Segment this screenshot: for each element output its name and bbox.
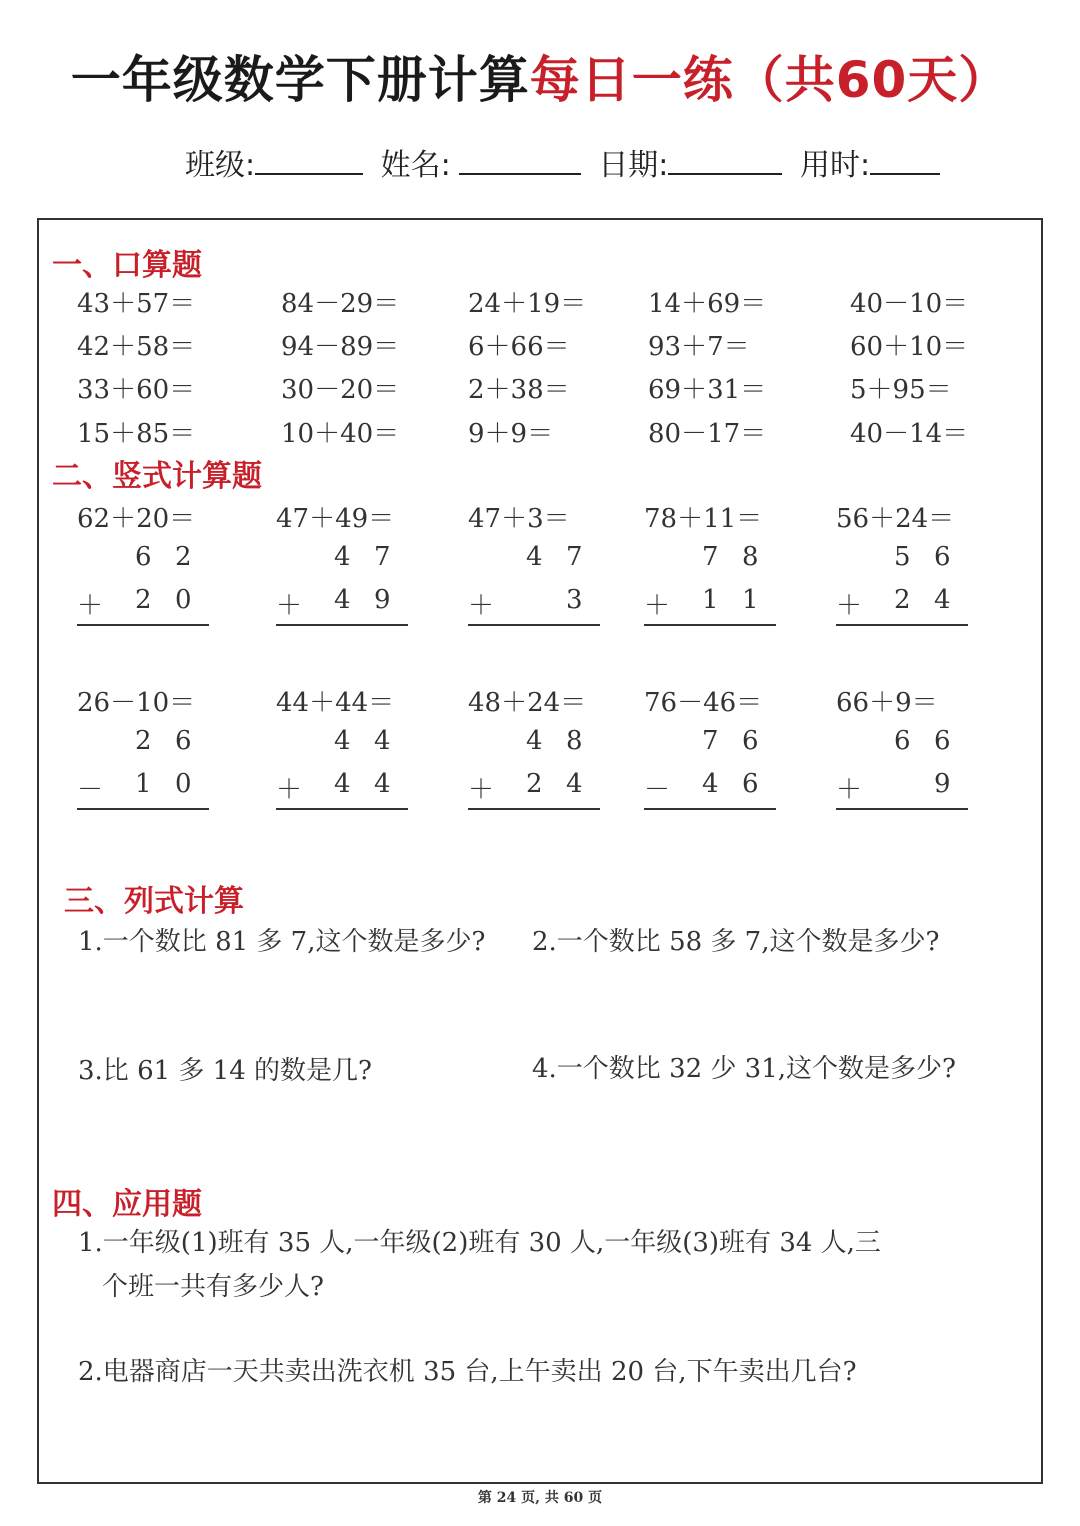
page-footer: 第 24 页, 共 60 页 (477, 1490, 603, 1506)
time-label: 用时: (799, 148, 871, 183)
answer-line[interactable] (836, 808, 968, 810)
answer-line[interactable] (276, 808, 408, 810)
title-highlight: 每日一练（共60天） (529, 51, 1010, 109)
vertical-bottom-row (276, 769, 408, 809)
top-ones-digit: 8 (742, 542, 759, 572)
vertical-equation: 47＋3＝ (468, 504, 570, 534)
vertical-problem (836, 682, 968, 805)
answer-line[interactable] (468, 808, 600, 810)
answer-line[interactable] (836, 624, 968, 626)
bottom-ones-digit: 0 (175, 769, 192, 799)
answer-line[interactable] (276, 624, 408, 626)
answer-line[interactable] (468, 624, 600, 626)
vertical-problem (77, 498, 209, 621)
operator-sign: ＋ (276, 775, 303, 805)
time-blank[interactable] (870, 147, 940, 175)
operator-sign: ＋ (468, 775, 495, 805)
vertical-equation: 78＋11＝ (644, 504, 763, 534)
top-ones-digit: 6 (175, 726, 192, 756)
vertical-bottom-row (276, 585, 408, 625)
top-tens-digit: 2 (135, 726, 152, 756)
bottom-tens-digit: 1 (702, 585, 719, 615)
time-field (800, 140, 940, 184)
oral-problem: 42＋58＝ (77, 332, 196, 362)
vertical-problem (276, 498, 408, 621)
operator-sign: ＋ (276, 591, 303, 621)
name-blank[interactable] (459, 147, 581, 175)
bottom-tens-digit: 2 (135, 585, 152, 615)
top-tens-digit: 5 (894, 542, 911, 572)
vertical-equation: 66＋9＝ (836, 688, 938, 718)
bottom-ones-digit: 3 (566, 585, 583, 615)
vertical-bottom-row (468, 585, 600, 625)
vertical-problem (468, 682, 600, 805)
formula-question-4: 4.一个数比 32 少 31,这个数是多少? (532, 1054, 956, 1084)
title-main: 一年级数学下册计算 (70, 51, 530, 109)
vertical-top-row (644, 726, 776, 766)
oral-problem: 14＋69＝ (648, 289, 767, 319)
vertical-top-row (836, 726, 968, 766)
top-ones-digit: 8 (566, 726, 583, 756)
oral-problem: 15＋85＝ (77, 419, 196, 449)
date-label: 日期: (598, 148, 669, 183)
operator-sign: － (644, 775, 671, 805)
answer-line[interactable] (644, 808, 776, 810)
class-field (185, 140, 363, 184)
vertical-equation: 48＋24＝ (468, 688, 587, 718)
operator-sign: － (77, 775, 104, 805)
top-tens-digit: 7 (702, 726, 719, 756)
vertical-top-row (836, 542, 968, 582)
top-ones-digit: 6 (934, 726, 951, 756)
vertical-top-row (276, 726, 408, 766)
top-ones-digit: 6 (934, 542, 951, 572)
date-blank[interactable] (668, 147, 782, 175)
word-problem-1-line-2: 个班一共有多少人? (102, 1272, 324, 1302)
bottom-ones-digit: 0 (175, 585, 192, 615)
top-tens-digit: 6 (135, 542, 152, 572)
section-oral-heading: 一、口算题 (52, 248, 202, 283)
oral-problem: 60＋10＝ (850, 332, 969, 362)
date-field (598, 140, 782, 184)
bottom-ones-digit: 4 (934, 585, 951, 615)
operator-sign: ＋ (644, 591, 671, 621)
vertical-equation: 47＋49＝ (276, 504, 395, 534)
vertical-problem (77, 682, 209, 805)
section-formula-heading: 三、列式计算 (64, 884, 244, 919)
oral-problem: 33＋60＝ (77, 375, 196, 405)
top-ones-digit: 7 (566, 542, 583, 572)
bottom-tens-digit: 4 (702, 769, 719, 799)
vertical-bottom-row (77, 769, 209, 809)
section-vertical-heading: 二、竖式计算题 (52, 459, 262, 494)
bottom-tens-digit: 1 (135, 769, 152, 799)
oral-problem: 30－20＝ (281, 375, 400, 405)
vertical-equation: 44＋44＝ (276, 688, 395, 718)
vertical-bottom-row (836, 769, 968, 809)
vertical-top-row (644, 542, 776, 582)
top-tens-digit: 4 (526, 542, 543, 572)
vertical-bottom-row (644, 769, 776, 809)
bottom-ones-digit: 4 (374, 769, 391, 799)
operator-sign: ＋ (836, 775, 863, 805)
word-problem-2: 2.电器商店一天共卖出洗衣机 35 台,上午卖出 20 台,下午卖出几台? (78, 1357, 857, 1387)
vertical-equation: 62＋20＝ (77, 504, 196, 534)
vertical-problem (644, 682, 776, 805)
vertical-problem (468, 498, 600, 621)
vertical-problem (276, 682, 408, 805)
student-info-row (185, 140, 948, 184)
oral-problem: 69＋31＝ (648, 375, 767, 405)
oral-problem: 40－14＝ (850, 419, 969, 449)
vertical-top-row (77, 726, 209, 766)
oral-problem: 84－29＝ (281, 289, 400, 319)
oral-problem: 5＋95＝ (850, 375, 952, 405)
formula-question-1: 1.一个数比 81 多 7,这个数是多少? (78, 927, 486, 957)
vertical-equation: 76－46＝ (644, 688, 763, 718)
oral-problem: 24＋19＝ (468, 289, 587, 319)
bottom-ones-digit: 4 (566, 769, 583, 799)
vertical-bottom-row (836, 585, 968, 625)
vertical-bottom-row (468, 769, 600, 809)
top-ones-digit: 6 (742, 726, 759, 756)
oral-problem: 6＋66＝ (468, 332, 570, 362)
top-ones-digit: 4 (374, 726, 391, 756)
vertical-top-row (468, 726, 600, 766)
operator-sign: ＋ (77, 591, 104, 621)
operator-sign: ＋ (836, 591, 863, 621)
bottom-ones-digit: 9 (374, 585, 391, 615)
vertical-bottom-row (77, 585, 209, 625)
answer-line[interactable] (644, 624, 776, 626)
oral-problem: 40－10＝ (850, 289, 969, 319)
oral-problem: 9＋9＝ (468, 419, 554, 449)
bottom-ones-digit: 1 (742, 585, 759, 615)
vertical-top-row (468, 542, 600, 582)
bottom-tens-digit: 2 (894, 585, 911, 615)
formula-question-2: 2.一个数比 58 多 7,这个数是多少? (532, 927, 940, 957)
vertical-equation: 26－10＝ (77, 688, 196, 718)
bottom-tens-digit: 2 (526, 769, 543, 799)
operator-sign: ＋ (468, 591, 495, 621)
class-label: 班级: (185, 148, 256, 183)
oral-problem: 93＋7＝ (648, 332, 750, 362)
top-ones-digit: 7 (374, 542, 391, 572)
top-tens-digit: 7 (702, 542, 719, 572)
top-tens-digit: 4 (334, 542, 351, 572)
word-problem-1-line-1: 1.一年级(1)班有 35 人,一年级(2)班有 30 人,一年级(3)班有 34 人,三 (78, 1228, 881, 1258)
vertical-bottom-row (644, 585, 776, 625)
page-title (0, 40, 1080, 112)
class-blank[interactable] (255, 147, 363, 175)
oral-problem: 43＋57＝ (77, 289, 196, 319)
answer-line[interactable] (77, 808, 209, 810)
top-ones-digit: 2 (175, 542, 192, 572)
answer-line[interactable] (77, 624, 209, 626)
oral-problem: 2＋38＝ (468, 375, 570, 405)
top-tens-digit: 4 (334, 726, 351, 756)
bottom-ones-digit: 9 (934, 769, 951, 799)
vertical-top-row (77, 542, 209, 582)
formula-question-3: 3.比 61 多 14 的数是几? (78, 1056, 372, 1086)
name-label: 姓名: (380, 148, 451, 183)
section-word-heading: 四、应用题 (52, 1187, 202, 1222)
bottom-tens-digit: 4 (334, 769, 351, 799)
oral-problem: 94－89＝ (281, 332, 400, 362)
bottom-ones-digit: 6 (742, 769, 759, 799)
vertical-equation: 56＋24＝ (836, 504, 955, 534)
oral-problem: 10＋40＝ (281, 419, 400, 449)
oral-problem: 80－17＝ (648, 419, 767, 449)
vertical-top-row (276, 542, 408, 582)
bottom-tens-digit: 4 (334, 585, 351, 615)
top-tens-digit: 4 (526, 726, 543, 756)
vertical-problem (836, 498, 968, 621)
vertical-problem (644, 498, 776, 621)
top-tens-digit: 6 (894, 726, 911, 756)
name-field (381, 140, 581, 184)
